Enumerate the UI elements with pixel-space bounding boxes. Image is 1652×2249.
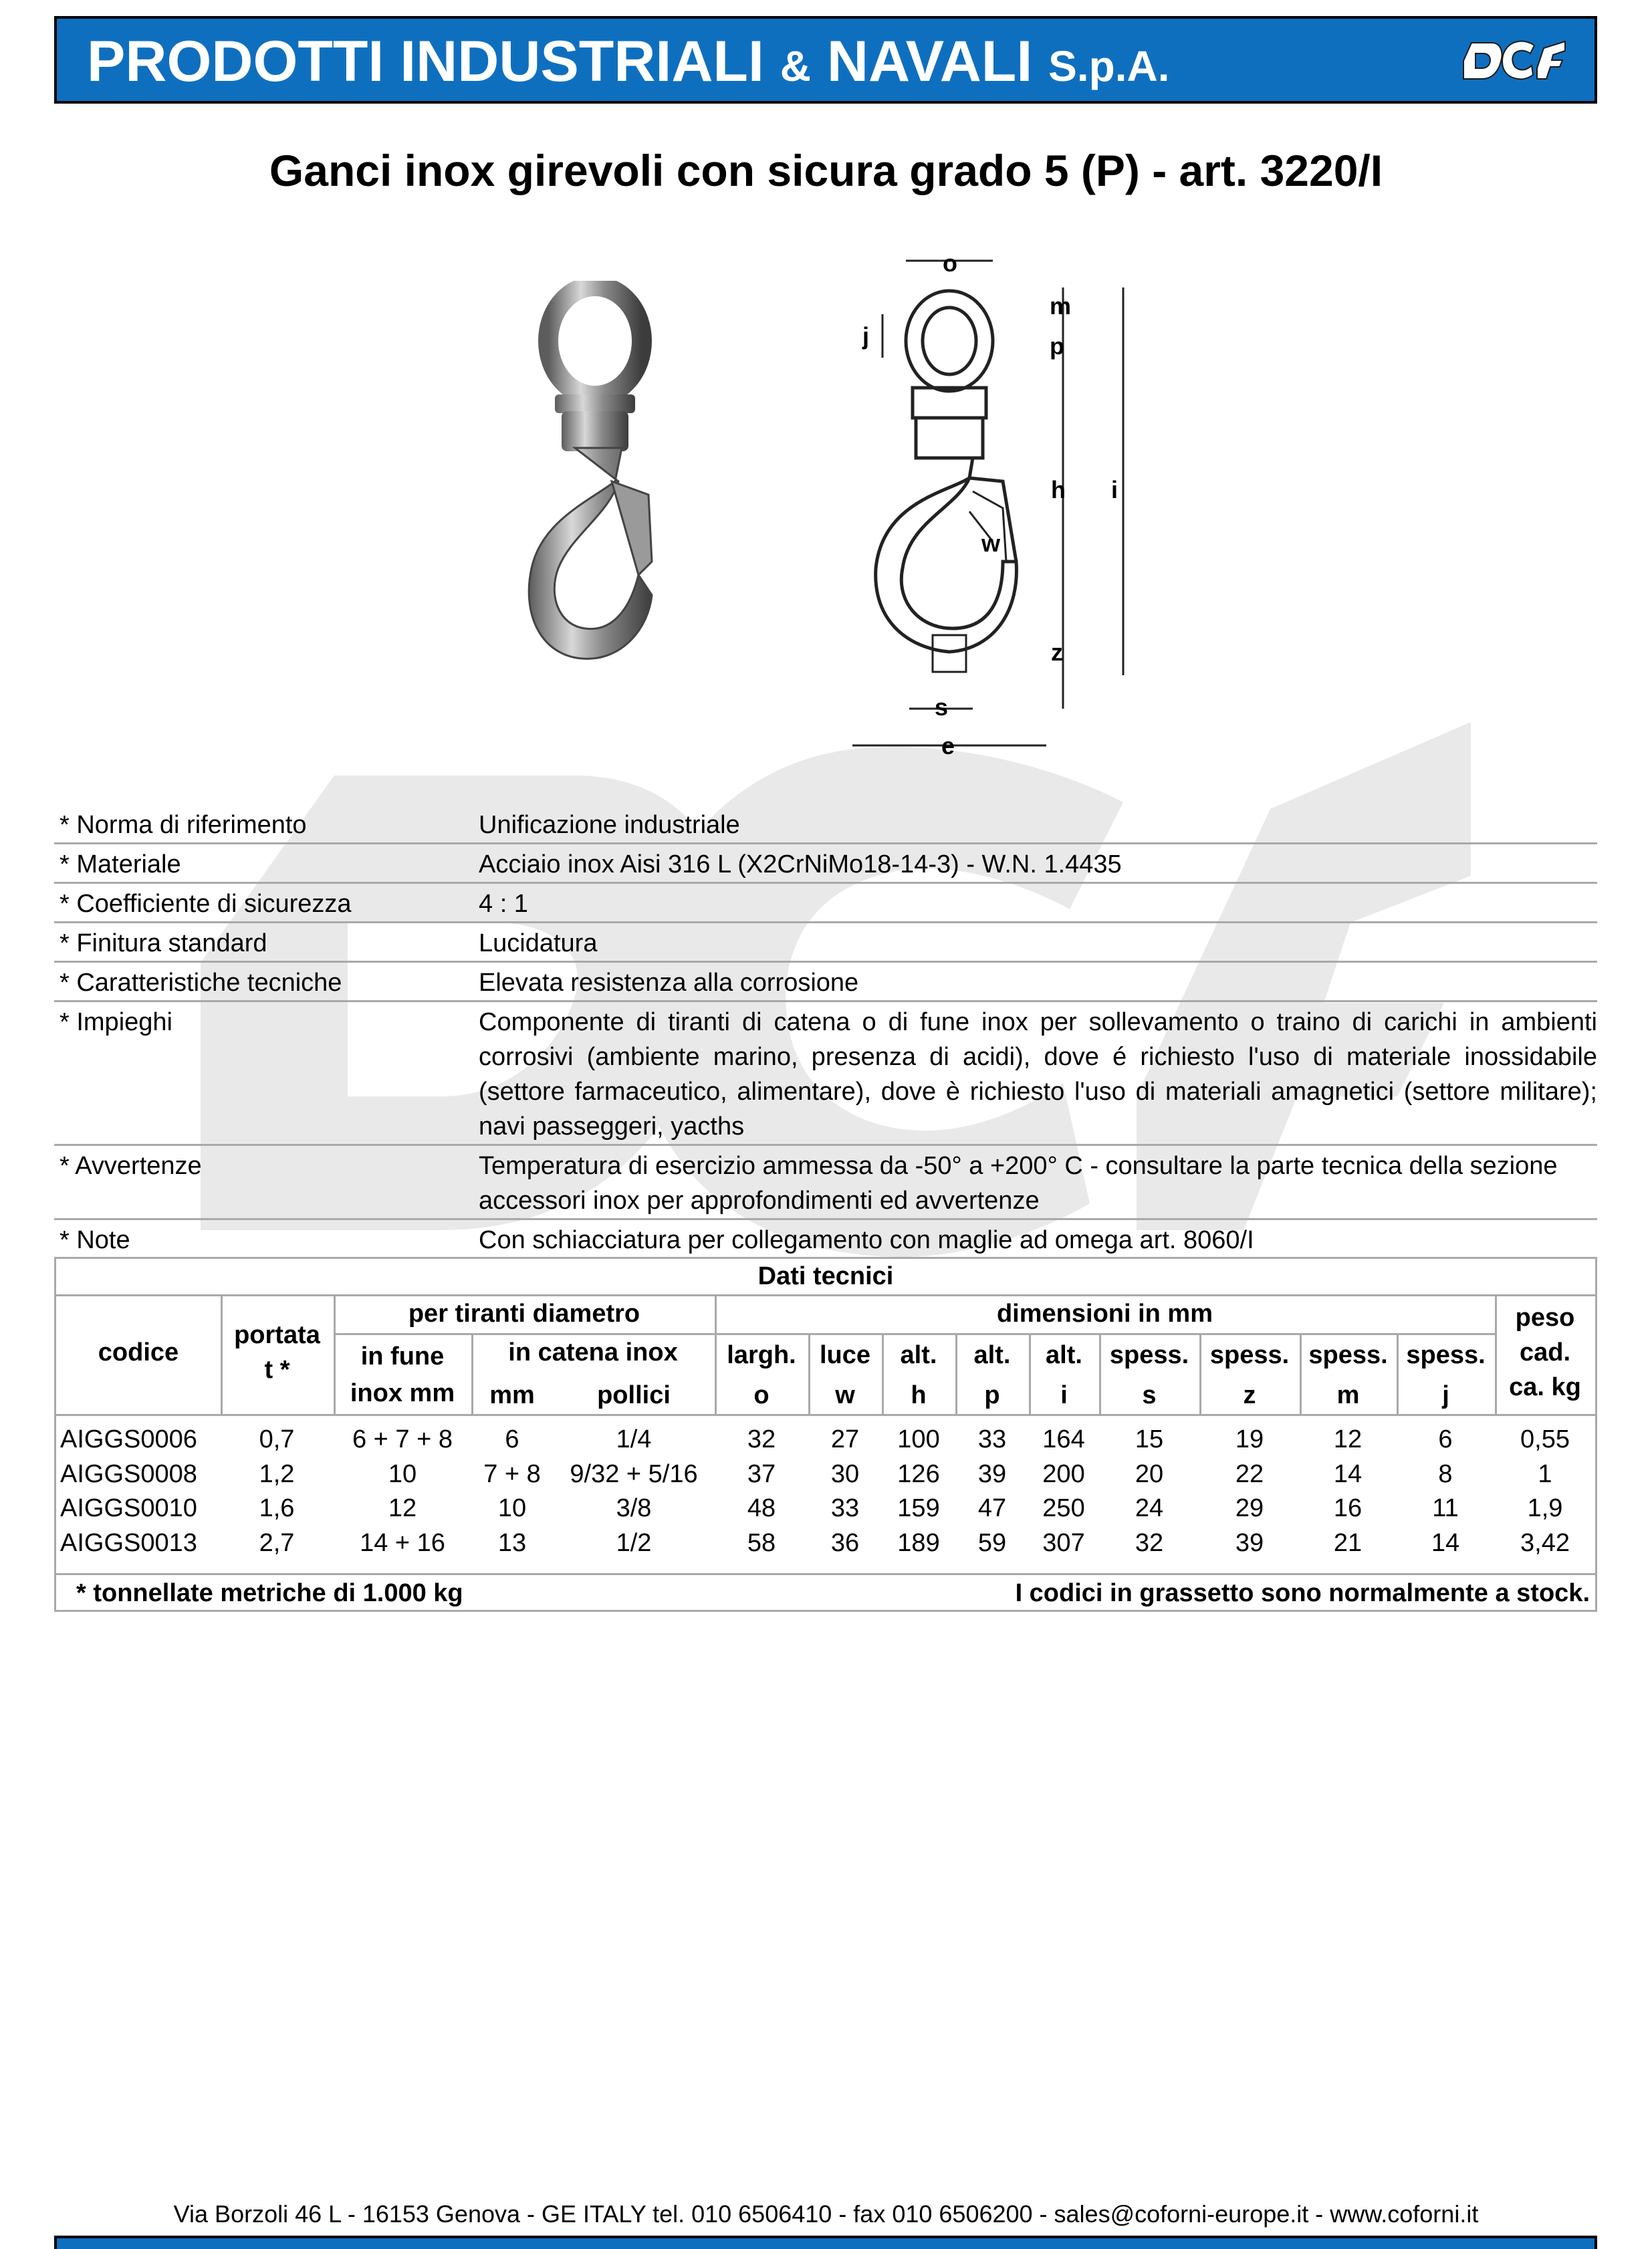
col-header-in-catena: in catena inox xyxy=(508,1338,678,1367)
table-cell: 189 xyxy=(897,1528,940,1557)
table-cell-code: AIGGS0006 xyxy=(60,1425,197,1453)
col-header-peso-unit: ca. kg xyxy=(1509,1373,1581,1401)
table-cell: 59 xyxy=(977,1528,1007,1557)
dim-label-h: h xyxy=(1051,476,1066,503)
dim-label-p: p xyxy=(1050,332,1064,360)
property-label: * Note xyxy=(60,1226,130,1254)
table-cell: 307 xyxy=(1042,1528,1085,1557)
company-name xyxy=(87,28,1169,100)
table-cell: 48 xyxy=(747,1494,776,1522)
table-cell: 12 xyxy=(1333,1425,1363,1453)
table-cell: 19 xyxy=(1235,1425,1264,1453)
property-value: Acciaio inox Aisi 316 L (X2CrNiMo18-14-3) - W.N. 1.4435 xyxy=(479,850,1122,878)
table-footnote-left: * tonnellate metriche di 1.000 kg xyxy=(76,1579,463,1607)
table-cell: 22 xyxy=(1235,1459,1264,1488)
col-header-dim: alt. xyxy=(973,1341,1011,1369)
property-row xyxy=(54,1002,1597,1146)
property-value: Lucidatura xyxy=(479,929,598,957)
col-header-per-tiranti: per tiranti diametro xyxy=(408,1300,640,1328)
property-value: Con schiacciatura per collegamento con maglie ad omega art. 8060/I xyxy=(479,1226,1254,1254)
table-cell: 164 xyxy=(1042,1425,1085,1453)
col-header-dim: alt. xyxy=(900,1341,937,1369)
col-header-dimensioni: dimensioni in mm xyxy=(996,1300,1213,1328)
table-cell: 0,7 xyxy=(259,1425,295,1453)
table-cell: 3,42 xyxy=(1520,1528,1570,1557)
table-cell: 58 xyxy=(747,1528,776,1557)
table-cell: 6 xyxy=(505,1425,519,1453)
table-cell: 9/32 + 5/16 xyxy=(570,1459,698,1488)
table-cell: 3/8 xyxy=(616,1494,652,1522)
property-value: Temperatura di esercizio ammessa da -50° a +200° C - consultare la parte tecnica della sezione accessori inox per approfondimenti ed avvertenze xyxy=(479,1152,1558,1215)
page-title: Ganci inox girevoli con sicura grado 5 (P) - art. 3220/I xyxy=(269,146,1383,195)
table-cell: 10 xyxy=(388,1459,417,1488)
col-header-dim-sub: j xyxy=(1442,1381,1449,1409)
table-cell: 24 xyxy=(1135,1494,1164,1522)
table-cell: 36 xyxy=(830,1528,860,1557)
property-row xyxy=(54,923,1597,963)
property-row xyxy=(54,805,1597,844)
table-cell: 14 xyxy=(1431,1528,1460,1557)
table-cell: 0,55 xyxy=(1520,1425,1570,1453)
col-header-portata: portata xyxy=(234,1321,320,1349)
property-row xyxy=(54,963,1597,1002)
dim-label-s: s xyxy=(935,693,949,721)
dim-label-m: m xyxy=(1050,292,1072,320)
col-header-dim: spess. xyxy=(1109,1341,1189,1369)
company-name-amp: & xyxy=(780,42,811,90)
table-cell: 6 + 7 + 8 xyxy=(352,1425,453,1453)
product-photo xyxy=(495,281,735,682)
col-header-dim-sub: p xyxy=(984,1381,1000,1409)
property-row xyxy=(54,1146,1597,1220)
dim-label-i: i xyxy=(1111,476,1118,503)
table-cell: 14 + 16 xyxy=(360,1528,445,1557)
col-header-dim: alt. xyxy=(1046,1341,1082,1369)
table-cell: 14 xyxy=(1333,1459,1363,1488)
col-header-dim-sub: h xyxy=(911,1381,927,1409)
table-title: Dati tecnici xyxy=(757,1262,894,1290)
table-cell: 15 xyxy=(1135,1425,1164,1453)
table-cell-code: AIGGS0013 xyxy=(60,1528,197,1557)
property-label: * Avvertenze xyxy=(60,1152,202,1180)
col-header-dim-sub: z xyxy=(1243,1381,1256,1409)
table-cell-code: AIGGS0010 xyxy=(60,1494,197,1522)
company-name-main: PRODOTTI INDUSTRIALI xyxy=(87,29,764,94)
table-cell: 33 xyxy=(977,1425,1007,1453)
col-header-portata-unit: t * xyxy=(264,1356,290,1384)
col-header-in-fune: in fune xyxy=(360,1342,445,1371)
col-header-dim-sub: w xyxy=(835,1381,855,1409)
table-cell: 1 xyxy=(1538,1459,1552,1488)
dim-label-w: w xyxy=(981,529,1001,557)
properties-list xyxy=(54,805,1597,1258)
technical-data-table xyxy=(54,1257,1597,1612)
col-header-peso: peso xyxy=(1515,1304,1575,1332)
table-cell: 1/2 xyxy=(616,1528,652,1557)
property-label: * Materiale xyxy=(60,850,181,878)
footer-bar xyxy=(54,2236,1597,2249)
table-cell: 2,7 xyxy=(259,1528,295,1557)
col-header-mm: mm xyxy=(489,1381,535,1409)
table-cell: 12 xyxy=(388,1494,417,1522)
col-header-dim-sub: m xyxy=(1336,1381,1360,1409)
table-cell: 8 xyxy=(1438,1459,1453,1488)
table-cell: 37 xyxy=(747,1459,776,1488)
technical-drawing xyxy=(816,247,1150,762)
property-label: * Norma di riferimento xyxy=(60,811,307,839)
property-row xyxy=(54,1220,1597,1258)
table-cell: 126 xyxy=(897,1459,940,1488)
table-cell: 33 xyxy=(830,1494,860,1522)
table-cell: 32 xyxy=(1135,1528,1164,1557)
table-cell: 13 xyxy=(497,1528,527,1557)
header-bar xyxy=(54,16,1597,104)
table-cell: 1,6 xyxy=(259,1494,295,1522)
table-cell: 27 xyxy=(830,1425,860,1453)
company-name-main2: NAVALI xyxy=(826,29,1033,94)
col-header-dim: spess. xyxy=(1406,1341,1486,1369)
table-cell: 6 xyxy=(1438,1425,1453,1453)
table-cell: 11 xyxy=(1432,1494,1459,1522)
footer-contacts: Via Borzoli 46 L - 16153 Genova - GE ITALY tel. 010 6506410 - fax 010 6506200 - sales@coforni-europe.it - www.coforni.it xyxy=(173,2200,1479,2228)
table-cell: 200 xyxy=(1042,1459,1085,1488)
table-cell: 10 xyxy=(497,1494,527,1522)
col-header-inox-mm: inox mm xyxy=(350,1379,455,1407)
table-cell: 250 xyxy=(1042,1494,1085,1522)
dim-label-z: z xyxy=(1051,638,1063,666)
col-header-codice: codice xyxy=(98,1338,179,1367)
table-cell: 32 xyxy=(747,1425,776,1453)
dim-label-e: e xyxy=(941,732,955,759)
property-value: Unificazione industriale xyxy=(479,811,740,839)
col-header-dim-sub: i xyxy=(1060,1381,1068,1409)
property-label: * Coefficiente di sicurezza xyxy=(60,890,352,918)
table-cell: 159 xyxy=(897,1494,940,1522)
col-header-dim: spess. xyxy=(1308,1341,1388,1369)
table-cell: 21 xyxy=(1333,1528,1363,1557)
col-header-dim: spess. xyxy=(1209,1341,1290,1369)
col-header-dim-sub: s xyxy=(1142,1381,1157,1409)
col-header-dim-sub: o xyxy=(753,1381,770,1409)
table-cell: 39 xyxy=(977,1459,1007,1488)
company-name-suffix: S.p.A. xyxy=(1048,42,1170,90)
table-cell: 16 xyxy=(1333,1494,1363,1522)
table-cell-code: AIGGS0008 xyxy=(60,1459,197,1488)
col-header-pollici: pollici xyxy=(597,1381,671,1409)
table-cell: 47 xyxy=(977,1494,1007,1522)
dim-label-j: j xyxy=(862,322,870,350)
property-row xyxy=(54,844,1597,884)
table-cell: 1/4 xyxy=(616,1425,652,1453)
property-value: 4 : 1 xyxy=(479,890,528,918)
table-cell: 100 xyxy=(897,1425,940,1453)
table-footnote-right: I codici in grassetto sono normalmente a stock. xyxy=(1015,1579,1590,1607)
table-cell: 20 xyxy=(1135,1459,1164,1488)
table-cell: 1,9 xyxy=(1527,1494,1563,1522)
dim-label-o: o xyxy=(943,249,957,277)
property-value: Elevata resistenza alla corrosione xyxy=(479,969,859,997)
property-label: * Caratteristiche tecniche xyxy=(60,969,342,997)
table-cell: 29 xyxy=(1235,1494,1264,1522)
col-header-dim: largh. xyxy=(727,1341,796,1369)
dcfc-logo-icon xyxy=(1461,37,1568,84)
property-row xyxy=(54,884,1597,923)
table-cell: 7 + 8 xyxy=(483,1459,541,1488)
col-header-dim: luce xyxy=(819,1341,871,1369)
property-value: Componente di tiranti di catena o di fune inox per sollevamento o traino di carichi in ambienti corrosivi (ambiente marino, presenza di acidi), dove é richiesto l'uso di materiale inossidabile (settore farmaceutico, alimentare), dove è richiesto l'uso di materiali amagnetici (settore militare); navi passeggeri, yacths xyxy=(479,1008,1597,1141)
table-cell: 39 xyxy=(1235,1528,1264,1557)
col-header-peso-cad: cad. xyxy=(1519,1338,1571,1367)
table-cell: 1,2 xyxy=(259,1459,295,1488)
table-cell: 30 xyxy=(830,1459,860,1488)
property-label: * Finitura standard xyxy=(60,929,267,957)
property-label: * Impieghi xyxy=(60,1008,172,1036)
